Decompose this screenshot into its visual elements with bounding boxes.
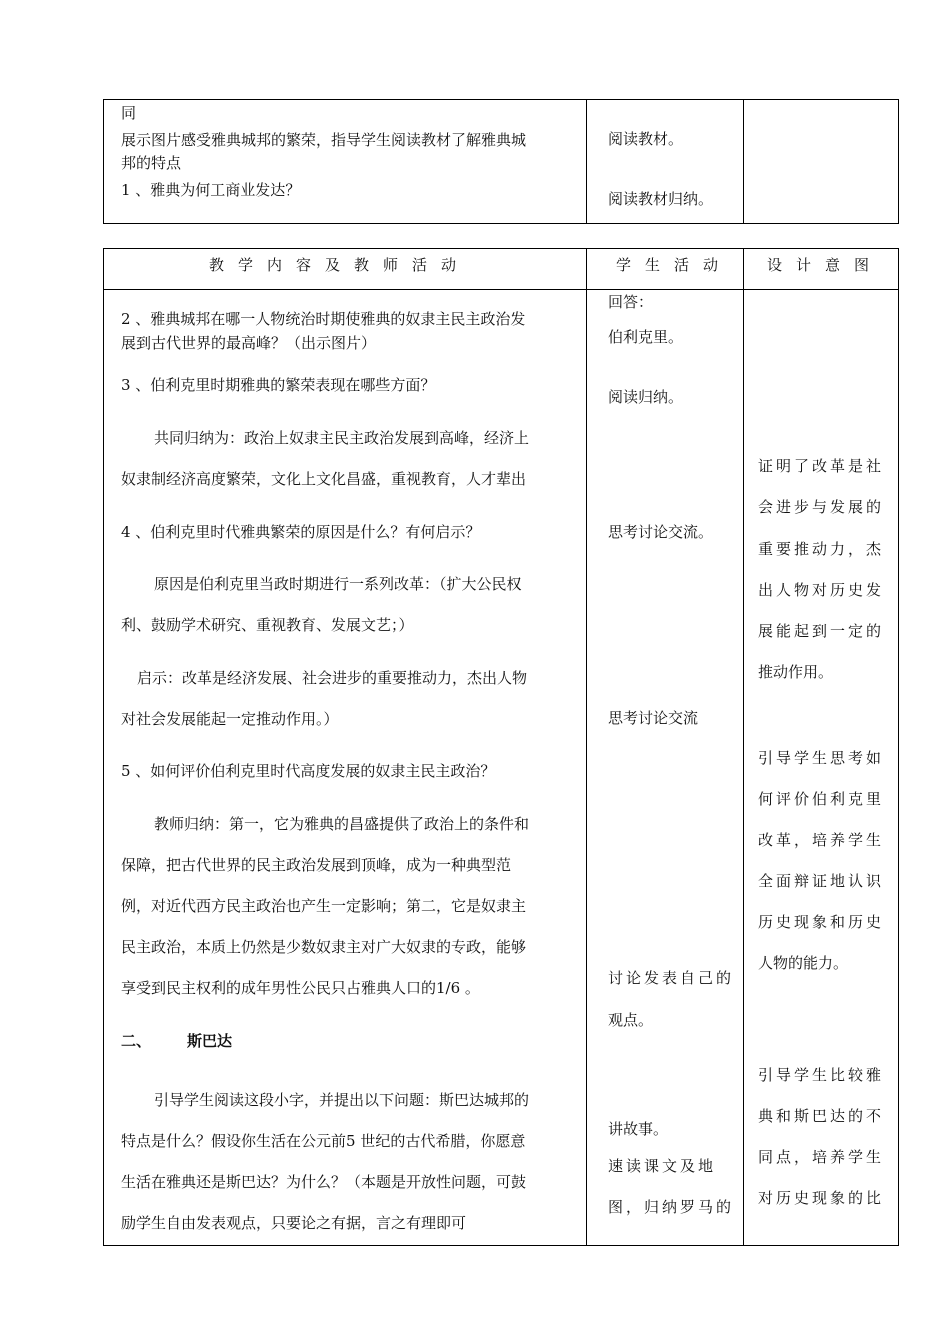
design-text-line: 重要推动力，杰 (758, 540, 885, 558)
header-student-activity: 学生活动 (616, 256, 733, 274)
teacher-text-line: 对社会发展能起一定推动作用。） (121, 710, 339, 728)
teacher-text-line: 享受到民主权利的成年男性公民只占雅典人口的1/6 。 (121, 979, 480, 997)
teacher-text-line: 邦的特点 (121, 154, 182, 172)
student-text-line: 讨论发表自己的 (608, 969, 735, 987)
design-text-line: 引导学生比较雅 (758, 1066, 885, 1084)
design-text-line: 会进步与发展的 (758, 498, 885, 516)
teacher-text-line: 1 、雅典为何工商业发达？ (121, 181, 301, 199)
design-text-line: 典和斯巴达的不 (758, 1107, 885, 1125)
student-text-line: 思考讨论交流 (608, 709, 699, 727)
design-text-line: 出人物对历史发 (758, 581, 885, 599)
teacher-text-line: 教师归纳：第一，它为雅典的昌盛提供了政治上的条件和 (154, 815, 530, 833)
teacher-text-line: 保障，把古代世界的民主政治发展到顶峰，成为一种典型范 (121, 856, 512, 874)
teacher-text-line: 生活在雅典还是斯巴达？为什么？（本题是开放性问题，可鼓 (121, 1173, 527, 1191)
student-text-line: 思考讨论交流。 (608, 523, 714, 541)
teacher-text-line: 例，对近代西方民主政治也产生一定影响；第二，它是奴隶主 (121, 897, 527, 915)
design-text-line: 改革，培养学生 (758, 831, 885, 849)
design-text-line: 推动作用。 (758, 663, 834, 681)
teacher-text-line: 启示：改革是经济发展、社会进步的重要推动力，杰出人物 (137, 669, 528, 687)
student-text-line: 阅读归纳。 (608, 388, 684, 406)
teacher-text-line: 原因是伯利克里当政时期进行一系列改革：（扩大公民权 (154, 575, 522, 593)
teacher-text-line: 展示图片感受雅典城邦的繁荣，指导学生阅读教材了解雅典城 (121, 131, 527, 149)
header-design-intent: 设计意图 (767, 256, 884, 274)
section-number: 二、 (121, 1032, 152, 1050)
design-text-line: 人物的能力。 (758, 954, 849, 972)
teacher-text-line: 特点是什么？假设你生活在公元前5 世纪的古代希腊，你愿意 (121, 1132, 526, 1150)
continuation-table (103, 99, 899, 224)
column-divider (586, 249, 587, 1245)
teacher-text-line: 励学生自由发表观点，只要论之有据，言之有理即可 (121, 1214, 467, 1232)
design-text-line: 历史现象和历史 (758, 913, 885, 931)
student-text-line: 阅读教材。 (608, 130, 684, 148)
teacher-text-line: 利、鼓励学术研究、重视教育、发展文艺；） (121, 616, 414, 634)
column-divider (586, 100, 587, 223)
teacher-text-line: 4 、伯利克里时代雅典繁荣的原因是什么？有何启示？ (121, 523, 481, 541)
header-divider (104, 289, 898, 290)
teacher-text-line: 奴隶制经济高度繁荣，文化上文化昌盛，重视教育，人才辈出 (121, 470, 527, 488)
student-text-line: 观点。 (608, 1011, 654, 1029)
design-text-line: 何评价伯利克里 (758, 790, 885, 808)
design-text-line: 同点，培养学生 (758, 1148, 885, 1166)
lesson-plan-table (103, 248, 899, 1246)
column-divider (743, 100, 744, 223)
teacher-text-line: 民主政治，本质上仍然是少数奴隶主对广大奴隶的专政，能够 (121, 938, 527, 956)
header-teacher-activity: 教学内容及教师活动 (209, 256, 471, 274)
student-text-line: 速读课文及地 (608, 1157, 717, 1175)
student-text-line: 伯利克里。 (608, 328, 684, 346)
design-text-line: 引导学生思考如 (758, 749, 885, 767)
student-text-line: 阅读教材归纳。 (608, 190, 714, 208)
teacher-text-line: 引导学生阅读这段小字，并提出以下问题：斯巴达城邦的 (154, 1091, 530, 1109)
teacher-text-line: 同 (121, 104, 137, 122)
design-text-line: 对历史现象的比 (758, 1189, 885, 1207)
teacher-text-line: 2 、雅典城邦在哪一人物统治时期使雅典的奴隶主民主政治发 (121, 310, 526, 328)
design-text-line: 全面辩证地认识 (758, 872, 885, 890)
design-text-line: 证明了改革是社 (758, 457, 885, 475)
teacher-text-line: 展到古代世界的最高峰？（出示图片） (121, 334, 377, 352)
student-text-line: 图，归纳罗马的 (608, 1198, 735, 1216)
section-title-sparta: 斯巴达 (187, 1032, 233, 1050)
teacher-text-line: 3 、伯利克里时期雅典的繁荣表现在哪些方面？ (121, 376, 436, 394)
teacher-text-line: 5 、如何评价伯利克里时代高度发展的奴隶主民主政治？ (121, 762, 496, 780)
column-divider (743, 249, 744, 1245)
teacher-text-line: 共同归纳为：政治上奴隶主民主政治发展到高峰，经济上 (154, 429, 530, 447)
student-text-line: 回答： (608, 293, 654, 311)
student-text-line: 讲故事。 (608, 1120, 669, 1138)
design-text-line: 展能起到一定的 (758, 622, 885, 640)
